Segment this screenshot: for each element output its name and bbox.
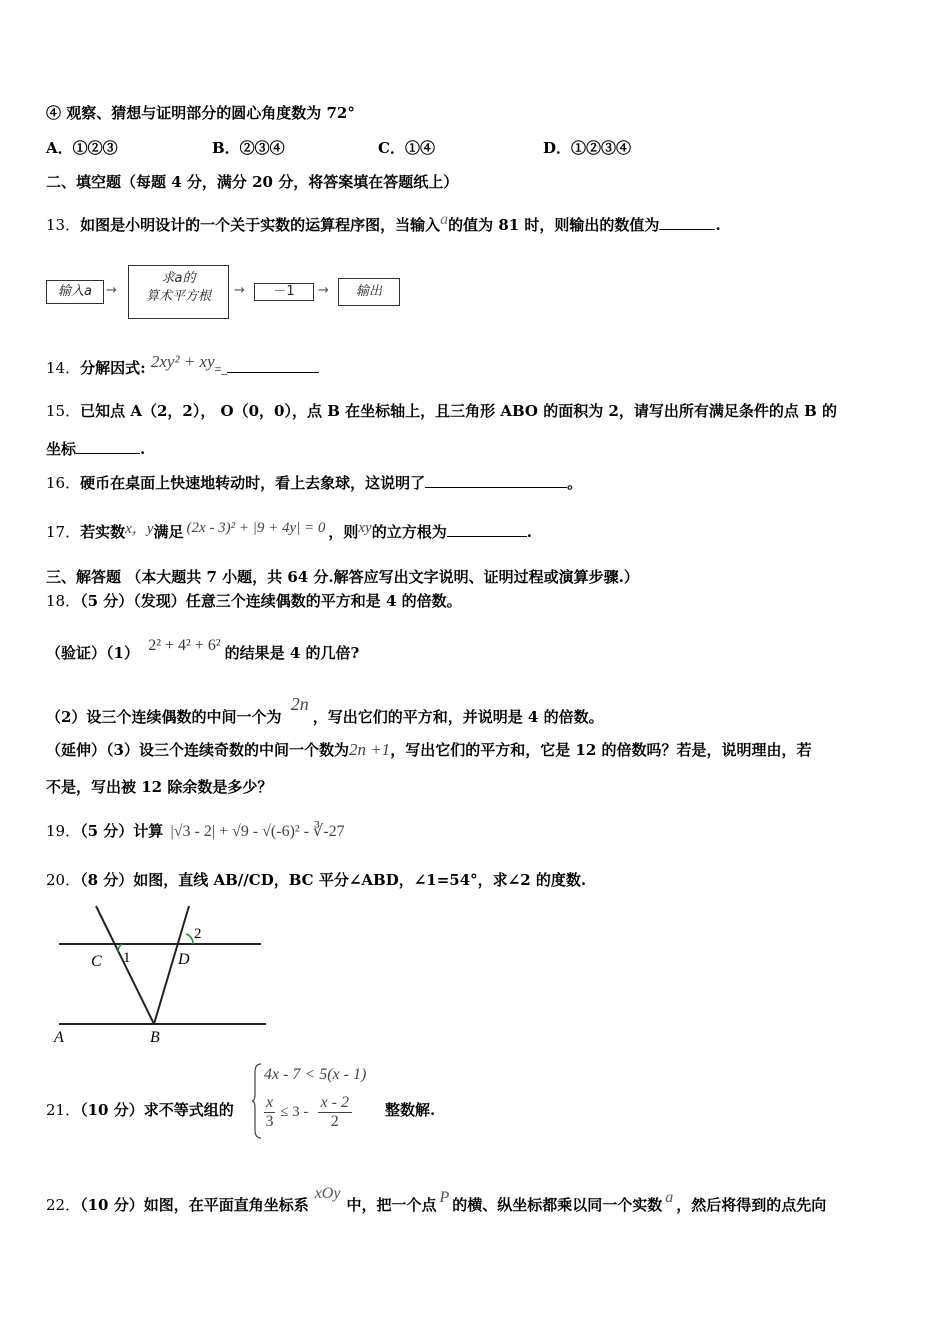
- flow-arrow-icon: →: [318, 283, 329, 298]
- question-13: 13．如图是小明设计的一个关于实数的运算程序图，当输入a的值为 81 时，则输出的数值为 .: [46, 211, 721, 234]
- inequality-1: 4x - 7 < 5(x - 1): [264, 1066, 367, 1083]
- flow-arrow-icon: →: [234, 283, 245, 298]
- fraction-x-3: [264, 1094, 275, 1131]
- option-a: A．①②③: [46, 139, 118, 157]
- q13-number: 13．: [46, 216, 81, 234]
- fraction-x-2: [318, 1094, 352, 1131]
- q22-xoy: xOy: [314, 1185, 341, 1202]
- inequality-2-mid: ≤ 3 -: [280, 1104, 309, 1120]
- q17-xy: xy: [358, 520, 372, 536]
- question-18-verify: [46, 636, 359, 663]
- angle-1-arc: [118, 944, 122, 952]
- question-18-part3: [46, 740, 812, 760]
- question-22: [46, 1184, 826, 1215]
- label-b: B: [150, 1029, 160, 1046]
- fraction-num-2: x - 2: [318, 1094, 352, 1113]
- flow-output-box: 输出: [338, 278, 400, 306]
- q17-number: 17．: [46, 523, 81, 541]
- q19-text: （5 分）计算: [80, 822, 164, 840]
- parallel-lines-figure: [46, 900, 276, 1050]
- q21-tail: 整数解.: [385, 1101, 436, 1119]
- q17-expression: (2x - 3)² + |9 + 4y| = 0: [186, 520, 326, 536]
- question-17: 17．若实数x，y满足 (2x - 3)² + |9 + 4y| = 0 ，则xy的立方根为 .: [46, 520, 532, 541]
- q22-text-4: ，然后将得到的点先向: [676, 1196, 827, 1214]
- option-d: D．①②③④: [543, 139, 632, 157]
- q18-verify-label: （验证）（1）: [46, 644, 139, 662]
- flow-sqrt-box: [128, 265, 229, 319]
- q18-part2-text: （2）设三个连续偶数的中间一个为: [46, 708, 282, 726]
- section-2-heading: 二、填空题（每题 4 分，满分 20 分，将答案填在答题纸上）: [46, 173, 459, 191]
- q17-vars: x，y: [125, 521, 154, 537]
- brace-icon: [252, 1062, 262, 1140]
- q16-text: 硬币在桌面上快速地转动时，看上去象球，这说明了: [80, 474, 426, 492]
- q19-expression: |√3 - 2| + √9 - √(-6)² - ∛-27: [170, 823, 345, 840]
- statement-4: ④ 观察、猜想与证明部分的圆心角度数为 72°: [46, 104, 355, 122]
- question-19: [46, 821, 345, 842]
- q13-text-2: 的值为 81 时，则输出的数值为: [448, 216, 660, 234]
- q21-number: 21．: [46, 1101, 81, 1119]
- option-b: B．②③④: [212, 139, 285, 157]
- q18-verify-expression: 2² + 4² + 6²: [148, 637, 221, 654]
- q18-part2-expr: 2n: [290, 694, 309, 714]
- q18-part3-expr: 2n +1: [348, 740, 391, 759]
- question-16: [46, 473, 582, 493]
- inequality-system: [252, 1062, 392, 1142]
- q22-a: a: [665, 1189, 674, 1206]
- q16-end: 。: [567, 474, 583, 492]
- q13-answer-blank[interactable]: [659, 215, 715, 230]
- q14-number: 14．: [46, 359, 81, 377]
- q16-number: 16．: [46, 474, 81, 492]
- q22-text-3: 的横、纵坐标都乘以同一个实数: [452, 1196, 663, 1214]
- question-15-cont: 坐标 .: [46, 440, 146, 458]
- q18-text: （5 分）（发现）任意三个连续偶数的平方和是 4 的倍数。: [80, 592, 462, 610]
- angle-2-arc: [186, 934, 193, 944]
- q18-part2-text-2: ，写出它们的平方和，并说明是 4 的倍数。: [312, 708, 604, 726]
- q15-text-2: 坐标: [46, 440, 77, 458]
- fraction-den-2: 2: [330, 1113, 339, 1130]
- flow-sqrt-line1: 求a的: [161, 271, 196, 286]
- question-18-part2: [46, 694, 604, 727]
- flow-minus-box: －1: [254, 283, 314, 301]
- q17-text: 若实数: [80, 523, 126, 541]
- flow-arrow-icon: →: [106, 283, 117, 298]
- q22-text-2: 中，把一个点: [346, 1196, 437, 1214]
- label-angle-1: 1: [123, 950, 131, 966]
- q18-part3-text-2: ，写出它们的平方和，它是 12 的倍数吗？若是，说明理由，若: [390, 741, 812, 759]
- section-3-heading: 三、解答题 （本大题共 7 小题，共 64 分.解答应写出文字说明、证明过程或演算步骤.）: [46, 568, 639, 586]
- q18-number: 18．: [46, 592, 81, 610]
- q13-var: a: [440, 211, 449, 228]
- q22-p: P: [439, 1189, 450, 1206]
- inequality-2: [264, 1094, 352, 1131]
- flow-sqrt-line2: 算术平方根: [145, 289, 211, 304]
- question-20: [46, 870, 586, 890]
- q17-text-4: 的立方根为: [371, 523, 447, 541]
- q21-text: （10 分）求不等式组的: [80, 1101, 234, 1119]
- question-15: [46, 401, 837, 421]
- q15-answer-blank[interactable]: [76, 439, 140, 454]
- label-a: A: [54, 1029, 64, 1046]
- q15-number: 15．: [46, 402, 81, 420]
- fraction-den: 3: [265, 1113, 274, 1130]
- q14-expression: 2xy² + xy: [150, 352, 215, 371]
- q17-text-2: 满足: [153, 523, 184, 541]
- q17-text-3: ，则: [328, 523, 359, 541]
- question-14: [46, 352, 319, 379]
- question-18-part3-cont: 不是，写出被 12 除余数是多少？: [46, 778, 273, 796]
- flow-input-box: 输入a: [46, 280, 104, 304]
- q20-number: 20．: [46, 871, 81, 889]
- q14-text: 分解因式:: [80, 359, 146, 377]
- question-21: [46, 1100, 234, 1120]
- q16-answer-blank[interactable]: [425, 473, 567, 488]
- option-c: C．①④: [378, 139, 435, 157]
- q14-answer-blank[interactable]: [227, 358, 319, 373]
- q15-text: 已知点 A（2，2）， O（0，0），点 B 在坐标轴上，且三角形 ABO 的面积为 2，请写出所有满足条件的点 B 的: [80, 402, 838, 420]
- q14-equals: =_: [214, 362, 228, 376]
- q19-number: 19．: [46, 822, 81, 840]
- label-d: D: [178, 951, 190, 968]
- label-angle-2: 2: [194, 926, 202, 942]
- q18-verify-text: 的结果是 4 的几倍?: [224, 644, 360, 662]
- question-18: [46, 591, 462, 611]
- q22-text: （10 分）如图，在平面直角坐标系: [80, 1196, 309, 1214]
- q18-part3-text: （延伸）（3）设三个连续奇数的中间一个数为: [46, 741, 349, 759]
- q22-number: 22．: [46, 1196, 81, 1214]
- q20-text: （8 分）如图，直线 AB//CD，BC 平分∠ABD，∠1=54°，求∠2 的度数.: [80, 871, 587, 889]
- label-c: C: [91, 953, 102, 970]
- q17-answer-blank[interactable]: [447, 522, 527, 537]
- q13-text: 如图是小明设计的一个关于实数的运算程序图，当输入: [80, 216, 441, 234]
- fraction-num: x: [266, 1094, 274, 1111]
